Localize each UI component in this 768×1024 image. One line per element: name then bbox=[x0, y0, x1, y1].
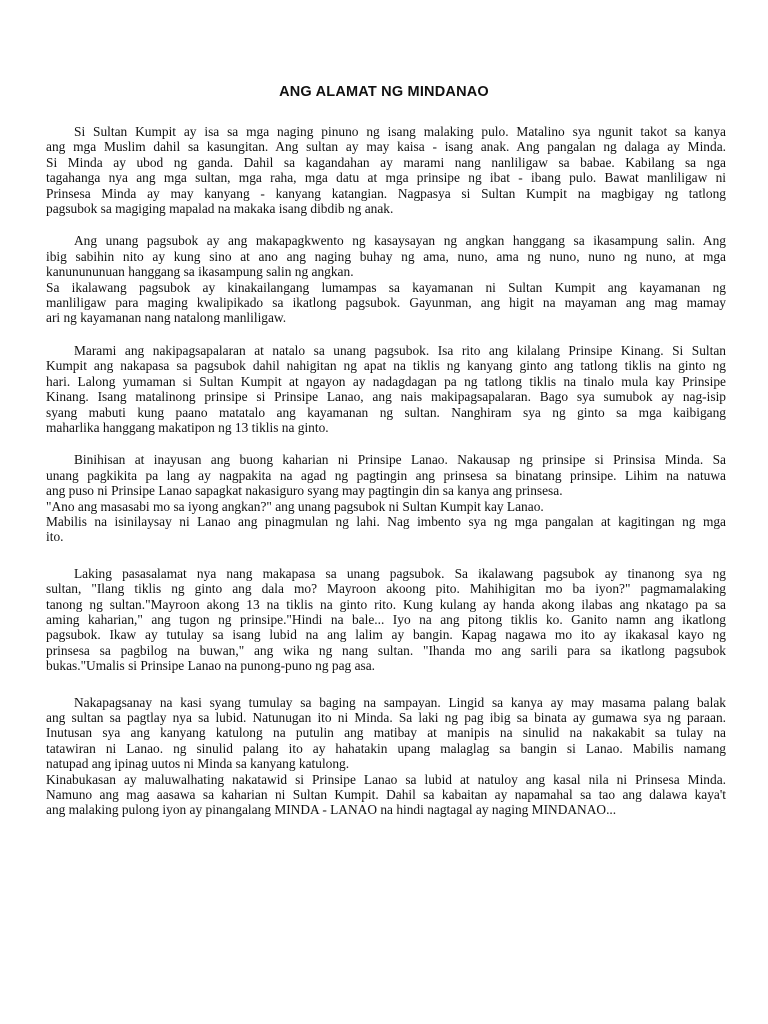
paragraph-gap bbox=[46, 435, 726, 452]
paragraph-line: Inutusan sya ang kanyang katulong na putulin ang matibay at manipis na sinulid na nakakabit sa tulay na bbox=[46, 725, 726, 741]
paragraph-line: Nakapagsanay na kasi syang tumulay sa baging na sampayan. Lingid sa kanya ay may masama palang balak bbox=[74, 694, 726, 710]
paragraph-6 bbox=[46, 695, 726, 818]
paragraph-line: Mabilis na isinilaysay ni Lanao ang pinagmulan ng lahi. Nag imbento sya ng mga pangalan at kagitingan ng mga bbox=[46, 513, 726, 529]
paragraph-line: hari. Lalong yumaman si Sultan Kumpit at ngayon ay nadagdagan pa ng tatlong tiklis na tinalo mula kay Prinsipe bbox=[46, 373, 726, 389]
paragraph-line: kanunununuan hanggang sa ikasampung salin ng angkan. bbox=[46, 264, 354, 280]
document-title: ANG ALAMAT NG MINDANAO bbox=[279, 84, 489, 100]
paragraph-line: Kumpit ang nakapasa sa pagsubok dahil nahigitan ng apat na tiklis ng kanyang ginto ang tatlong tiklis na ginto ng bbox=[46, 358, 726, 374]
paragraph-line: unang pagkikita pa lang ay nagpakita na agad ng pagtingin ang prinsesa sa binatang prinsipe. Lihim na natuwa bbox=[46, 467, 726, 483]
paragraph-line: ang malaking pulong iyon ay pinangalang MINDA - LANAO na hindi nagtagal ay naging MINDANAO... bbox=[46, 802, 617, 818]
paragraph-line: tatawiran ni Lanao. ng sinulid palang ito ay hahatakin upang malaglag sa bangin si Lanao. Mabilis namang bbox=[46, 740, 726, 756]
paragraph-gap bbox=[46, 545, 726, 566]
paragraph-line: Si Sultan Kumpit ay isa sa mga naging pinuno ng isang malaking pulo. Matalino sya ngunit takot sa kanya bbox=[74, 124, 726, 139]
paragraph-line: Binihisan at inayusan ang buong kaharian ni Prinsipe Lanao. Nakausap ng prinsipe si Prinsisa Minda. Sa bbox=[74, 452, 726, 468]
paragraph-line: tagahanga nya ang mga sultan, mga raha, mga datu at mga prinsipe ng ibat - ibang pulo. Bawat manliligaw ni bbox=[46, 170, 726, 186]
paragraph-4 bbox=[46, 452, 726, 544]
paragraph-line: tanong ng sultan."Mayroon akong 13 na tiklis na ginto rito. Kung kulang ay handa akong ilabas ang nkatago pa sa bbox=[46, 596, 726, 612]
paragraph-5 bbox=[46, 566, 726, 674]
paragraph-line: Si Minda ay ubod ng ganda. Dahil sa kagandahan ay marami nang nanliligaw sa babae. Kabilang sa nga bbox=[46, 154, 726, 170]
document-body bbox=[46, 124, 726, 818]
paragraph-gap bbox=[46, 674, 726, 695]
paragraph-line: prinsesa sa pagbilog na buwan," ang wika ng nang sultan. "Ihanda mo ang sarili para sa ikatlong pagsubok bbox=[46, 642, 726, 658]
paragraph-line: Namuno ang mag aasawa sa kaharian ni Sultan Kumpit. Dahil sa kabaitan ay napamahal sa tao ang dalawa kaya't bbox=[46, 787, 726, 803]
paragraph-line: Marami ang nakipagsapalaran at natalo sa unang pagsubok. Isa rito ang kilalang Prinsipe Kinang. Si Sultan bbox=[74, 342, 726, 358]
paragraph-line: Laking pasasalamat nya nang makapasa sa unang pagsubok. Sa ikalawang pagsubok ay tinanong sya ng bbox=[74, 565, 726, 581]
paragraph-2 bbox=[46, 233, 726, 325]
paragraph-line: Ang unang pagsubok ay ang makapagkwento ng kasaysayan ng angkan hanggang sa ikasampung salin. Ang bbox=[74, 233, 726, 249]
paragraph-line: Prinsesa Minda ay may kanyang - kanyang katangian. Nagpasya si Sultan Kumpit na magbigay ng tatlong bbox=[46, 185, 726, 201]
paragraph-line: ari ng kayamanan nang natalong manliligaw. bbox=[46, 310, 287, 326]
paragraph-gap bbox=[46, 216, 726, 233]
paragraph-line: pagsubok sa magiging mapalad na makaka isang dibdib ng anak. bbox=[46, 201, 394, 217]
paragraph-line: sultan, "Ilang tiklis ng ginto ang dala mo? Mayroon akoong pito. Mahihigitan mo ba iyon?" pagmamalaking bbox=[46, 581, 726, 597]
paragraph-line: manliligaw para maging kwalipikado sa ikatlong pagsubok. Gayunman, ang higit na mayaman ang mag mamay bbox=[46, 295, 726, 311]
paragraph-line: ibig sabihin nito ay kung sino at ano ang naging buhay ng ama, nuno, ama ng nuno, nuno ng nuno, at mga bbox=[46, 248, 726, 264]
paragraph-line: "Ano ang masasabi mo sa iyong angkan?" ang unang pagsubok ni Sultan Kumpit kay Lanao. bbox=[46, 498, 544, 514]
paragraph-line: pagsubok. Ikaw ay tutulay sa isang lubid na ang lalim ay bangin. Kapag nagawa mo ito ay ikakasal kayo ng bbox=[46, 627, 726, 643]
paragraph-line: ito. bbox=[46, 529, 64, 545]
paragraph-line: ang mga Muslim dahil sa kasungitan. Ang sultan ay may kaisa - isang anak. Ang pangalan ng dalaga ay Minda. bbox=[46, 139, 726, 155]
paragraph-line: maharlika hanggang makatipon ng 13 tiklis na ginto. bbox=[46, 419, 329, 435]
paragraph-line: aming kaharian," ang tugon ng prinsipe."Hindi na bale... Iyo na ang pitong tiklis ko. Ganito namn ang ikatlong bbox=[46, 611, 726, 627]
paragraph-1 bbox=[46, 124, 726, 216]
paragraph-line: Sa ikalawang pagsubok ay kinakailangang lumampas sa kayamanan ni Sultan Kumpit ang kayamanan ng bbox=[46, 279, 726, 295]
paragraph-line: Kinabukasan ay maluwalhating nakatawid si Prinsipe Lanao sa lubid at natuloy ang kasal nila ni Prinsesa Minda. bbox=[46, 771, 726, 787]
paragraph-line: ang puso ni Prinsipe Lanao sapagkat nakasiguro syang may pagtingin din sa kanya ang prinsesa. bbox=[46, 483, 563, 499]
paragraph-line: Kinang. Isang matalinong prinsipe si Prinsipe Lanao, ang nais makipagsapalaran. Bago sya sumubok ay nag-isip bbox=[46, 389, 726, 405]
paragraph-line: bukas."Umalis si Prinsipe Lanao na punong-puno ng pag asa. bbox=[46, 658, 376, 674]
paragraph-3 bbox=[46, 343, 726, 435]
paragraph-line: ang sultan sa pagtlay nya sa lubid. Natunugan ito ni Minda. Sa laki ng pag ibig sa binata ay gumawa sya ng paraan. bbox=[46, 710, 726, 725]
paragraph-line: syang mabuti kung paano matatalo ang kayamanan ng sultan. Nanghiram sya ng ginto sa mga kaibigang bbox=[46, 404, 726, 420]
paragraph-gap bbox=[46, 326, 726, 343]
paragraph-line: natupad ang ipinag uutos ni Minda sa kanyang katulong. bbox=[46, 756, 350, 772]
